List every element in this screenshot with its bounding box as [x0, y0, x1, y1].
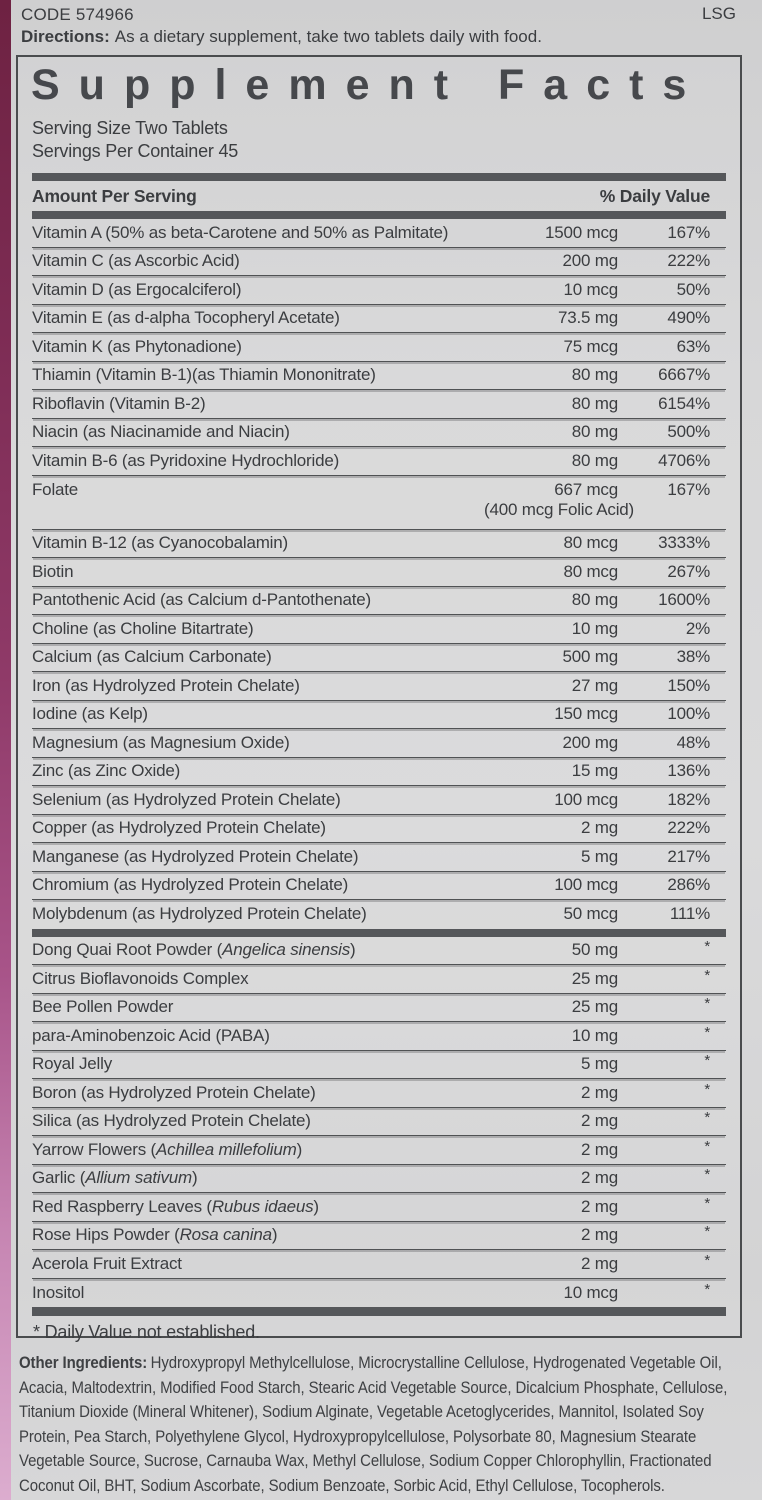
- nutrient-amount: 2 mg: [581, 1111, 618, 1131]
- nutrient-row: [32, 729, 726, 758]
- latin-name: Rosa canina: [179, 1225, 272, 1245]
- nutrient-daily-value: 136%: [667, 761, 710, 781]
- nutrient-name: Yarrow Flowers (Achillea millefolium): [32, 1139, 303, 1159]
- nutrient-amount: 1500 mcg: [544, 222, 618, 242]
- nutrient-daily-value: 500%: [667, 422, 710, 442]
- nutrient-row: [32, 615, 726, 644]
- nutrient-row: [32, 672, 726, 701]
- nutrient-amount: 80 mg: [571, 450, 618, 470]
- nutrient-row: [32, 758, 726, 787]
- nutrient-row: [32, 937, 726, 966]
- column-header-row: [32, 181, 726, 211]
- nutrient-daily-value: *: [704, 1223, 710, 1241]
- nutrient-amount: 2 mg: [581, 1196, 618, 1216]
- servings-per-container: Servings Per Container 45: [32, 141, 239, 161]
- nutrient-row: [32, 1193, 726, 1222]
- nutrient-name: Acerola Fruit Extract: [32, 1253, 182, 1273]
- directions-text: As a dietary supplement, take two tablets daily with food.: [114, 27, 542, 46]
- nutrient-amount: 73.5 mg: [557, 308, 618, 328]
- supplement-facts-panel: [16, 55, 742, 1342]
- nutrient-row: [32, 644, 726, 673]
- directions: [21, 27, 542, 47]
- nutrient-row: [32, 362, 726, 391]
- nutrient-daily-value: 2%: [685, 618, 710, 638]
- nutrient-row: [32, 1108, 726, 1137]
- nutrient-name: Inositol: [32, 1282, 85, 1302]
- latin-name: Allium sativum: [85, 1168, 192, 1188]
- nutrient-daily-value: *: [704, 1109, 710, 1127]
- nutrient-amount: 75 mcg: [563, 336, 618, 356]
- nutrient-name: Rose Hips Powder (Rosa canina): [32, 1225, 278, 1245]
- nutrient-amount: 80 mcg: [563, 561, 618, 581]
- nutrient-daily-value: 286%: [667, 875, 710, 895]
- nutrient-row: [32, 390, 726, 419]
- nutrient-daily-value: *: [704, 1080, 710, 1098]
- nutrient-daily-value: 111%: [669, 904, 710, 924]
- nutrient-daily-value: *: [704, 1251, 710, 1269]
- nutrient-name: Vitamin B-12 (as Cyanocobalamin): [32, 533, 288, 553]
- nutrient-amount: 200 mg: [562, 251, 618, 271]
- nutrient-daily-value: 48%: [676, 732, 710, 752]
- nutrient-row: [32, 843, 726, 872]
- nutrient-daily-value: 217%: [667, 846, 710, 866]
- nutrient-row: [32, 1165, 726, 1194]
- nutrient-name: Red Raspberry Leaves (Rubus idaeus): [32, 1196, 319, 1216]
- nutrient-daily-value: 100%: [667, 704, 710, 724]
- nutrient-daily-value: 4706%: [658, 450, 710, 470]
- amount-subnote: (400 mcg Folic Acid): [484, 499, 634, 519]
- nutrient-amount: 5 mg: [581, 1054, 618, 1074]
- nutrient-name: Thiamin (Vitamin B-1)(as Thiamin Mononitrate): [32, 365, 376, 385]
- nutrient-name: Riboflavin (Vitamin B-2): [32, 393, 206, 413]
- nutrient-daily-value: 63%: [676, 336, 710, 356]
- nutrient-daily-value: 267%: [667, 561, 710, 581]
- nutrient-row: [32, 1022, 726, 1051]
- nutrient-name: Vitamin C (as Ascorbic Acid): [32, 251, 240, 271]
- nutrient-name: Garlic (Allium sativum): [32, 1168, 198, 1188]
- nutrient-amount: 10 mg: [571, 1025, 618, 1045]
- nutrient-daily-value: 222%: [667, 818, 710, 838]
- nutrient-amount: 80 mg: [571, 365, 618, 385]
- latin-name: Achillea millefolium: [156, 1139, 297, 1159]
- nutrient-name: Choline (as Choline Bitartrate): [32, 618, 254, 638]
- nutrient-row: [32, 219, 726, 248]
- nutrient-name: Citrus Bioflavonoids Complex: [32, 968, 249, 988]
- nutrient-row: [32, 900, 726, 929]
- nutrient-daily-value: 222%: [667, 251, 710, 271]
- nutrient-name: Silica (as Hydrolyzed Protein Chelate): [32, 1111, 311, 1131]
- nutrient-name: Copper (as Hydrolyzed Protein Chelate): [32, 818, 326, 838]
- nutrient-row: [32, 965, 726, 994]
- nutrient-amount: 5 mg: [581, 846, 618, 866]
- nutrient-name: Royal Jelly: [32, 1054, 112, 1074]
- nutrient-name: Selenium (as Hydrolyzed Protein Chelate): [32, 789, 341, 809]
- nutrient-amount: 500 mg: [562, 647, 618, 667]
- nutrient-name: Biotin: [32, 561, 74, 581]
- daily-value-footnote: * Daily Value not established.: [33, 1322, 260, 1342]
- nutrient-row: [32, 248, 726, 277]
- latin-name: Angelica sinensis: [222, 940, 351, 960]
- nutrient-amount: 2 mg: [581, 818, 618, 838]
- panel-title: Supplement Facts: [31, 62, 706, 108]
- serving-size: Serving Size Two Tablets: [32, 118, 228, 138]
- nutrient-amount: 2 mg: [581, 1225, 618, 1245]
- nutrient-amount: 10 mcg: [563, 1282, 618, 1302]
- nutrient-row: [32, 1079, 726, 1108]
- nutrient-amount: 150 mcg: [554, 704, 618, 724]
- nutrient-name: Iodine (as Kelp): [32, 704, 148, 724]
- nutrient-row: [32, 1051, 726, 1080]
- nutrient-daily-value: 50%: [676, 279, 710, 299]
- nutrient-daily-value: 1600%: [658, 590, 710, 610]
- nutrient-amount: 80 mg: [571, 422, 618, 442]
- nutrient-name: Iron (as Hydrolyzed Protein Chelate): [32, 675, 300, 695]
- nutrient-daily-value: *: [704, 1023, 710, 1041]
- nutrient-name: Vitamin A (50% as beta-Carotene and 50% as Palmitate): [32, 222, 449, 242]
- nutrient-name: Pantothenic Acid (as Calcium d-Pantothenate): [32, 590, 371, 610]
- nutrient-amount: 2 mg: [581, 1253, 618, 1273]
- nutrient-name: Bee Pollen Powder: [32, 997, 174, 1017]
- nutrient-name: Folate: [32, 479, 79, 499]
- column-amount-per-serving: Amount Per Serving: [32, 185, 197, 206]
- nutrient-daily-value: *: [704, 966, 710, 984]
- nutrient-daily-value: 38%: [676, 647, 710, 667]
- nutrient-amount: 50 mcg: [563, 904, 618, 924]
- nutrient-name: Chromium (as Hydrolyzed Protein Chelate): [32, 875, 349, 895]
- divider-bar: [32, 211, 726, 219]
- nutrient-amount: 80 mg: [571, 393, 618, 413]
- facts-sections: [32, 219, 726, 1316]
- nutrient-row: [32, 1222, 726, 1251]
- nutrient-amount: 2 mg: [581, 1082, 618, 1102]
- nutrient-row: [32, 530, 726, 559]
- nutrient-row: [32, 558, 726, 587]
- nutrient-name: Vitamin B-6 (as Pyridoxine Hydrochloride): [32, 450, 340, 470]
- nutrient-daily-value: *: [704, 938, 710, 956]
- nutrient-amount: 15 mg: [571, 761, 618, 781]
- nutrient-name: Magnesium (as Magnesium Oxide): [32, 732, 290, 752]
- nutrient-daily-value: *: [704, 1052, 710, 1070]
- nutrient-row: [32, 419, 726, 448]
- nutrient-row: [32, 587, 726, 616]
- nutrient-amount: 25 mg: [571, 968, 618, 988]
- latin-name: Rubus idaeus: [211, 1196, 314, 1216]
- nutrient-name: Vitamin D (as Ergocalciferol): [32, 279, 242, 299]
- nutrient-amount: 2 mg: [581, 1139, 618, 1159]
- nutrient-amount: 27 mg: [571, 675, 618, 695]
- nutrient-daily-value: *: [704, 995, 710, 1013]
- nutrient-amount: 10 mg: [571, 618, 618, 638]
- label-edge-strip: [0, 0, 11, 1500]
- nutrient-amount: 200 mg: [562, 732, 618, 752]
- nutrient-amount: 100 mcg: [554, 875, 618, 895]
- nutrient-row: [32, 333, 726, 362]
- nutrient-name: Vitamin K (as Phytonadione): [32, 336, 242, 356]
- nutrient-daily-value: 150%: [667, 675, 710, 695]
- nutrient-name: para-Aminobenzoic Acid (PABA): [32, 1025, 270, 1045]
- nutrient-name: Molybdenum (as Hydrolyzed Protein Chelate): [32, 904, 367, 924]
- nutrient-row: [32, 447, 726, 476]
- divider-bar: [32, 929, 726, 937]
- column-daily-value: % Daily Value: [599, 185, 710, 206]
- nutrient-amount: 2 mg: [581, 1168, 618, 1188]
- nutrient-daily-value: 167%: [667, 222, 710, 242]
- nutrient-daily-value: 6667%: [658, 365, 710, 385]
- nutrient-daily-value: 167%: [667, 479, 710, 499]
- nutrient-row: [32, 815, 726, 844]
- directions-label: Directions:: [21, 27, 110, 46]
- nutrient-daily-value: *: [704, 1137, 710, 1155]
- nutrient-amount: 50 mg: [571, 940, 618, 960]
- other-ingredients: [19, 1351, 746, 1498]
- nutrient-name: Niacin (as Niacinamide and Niacin): [32, 422, 290, 442]
- nutrient-name: Manganese (as Hydrolyzed Protein Chelate): [32, 846, 359, 866]
- facts-section-1: [32, 219, 726, 929]
- nutrient-amount: 10 mcg: [563, 279, 618, 299]
- nutrient-amount: 667 mcg (400 mcg Folic Acid): [468, 480, 618, 520]
- nutrient-daily-value: 6154%: [658, 393, 710, 413]
- nutrient-name: Dong Quai Root Powder (Angelica sinensis): [32, 940, 356, 960]
- nutrient-daily-value: *: [704, 1166, 710, 1184]
- nutrient-daily-value: 3333%: [658, 533, 710, 553]
- nutrient-row: [32, 701, 726, 730]
- nutrient-name: Vitamin E (as d-alpha Tocopheryl Acetate): [32, 308, 340, 328]
- nutrient-amount: 80 mcg: [563, 533, 618, 553]
- nutrient-row: [32, 1279, 726, 1308]
- nutrient-row: [32, 786, 726, 815]
- nutrient-amount: 80 mg: [571, 590, 618, 610]
- divider-bar: [32, 173, 726, 181]
- nutrient-name: Calcium (as Calcium Carbonate): [32, 647, 272, 667]
- product-code: CODE 574966: [21, 5, 134, 24]
- nutrient-row: [32, 305, 726, 334]
- lsg-mark: LSG: [701, 4, 736, 23]
- nutrient-row: [32, 276, 726, 305]
- nutrient-row: [32, 994, 726, 1023]
- nutrient-daily-value: *: [704, 1194, 710, 1212]
- nutrient-row: [32, 1136, 726, 1165]
- nutrient-amount: 100 mcg: [554, 789, 618, 809]
- nutrient-name: Zinc (as Zinc Oxide): [32, 761, 181, 781]
- nutrient-daily-value: 490%: [667, 308, 710, 328]
- nutrient-row: [32, 872, 726, 901]
- divider-bar: [32, 1307, 726, 1316]
- nutrient-amount: 25 mg: [571, 997, 618, 1017]
- nutrient-daily-value: *: [704, 1280, 710, 1298]
- nutrient-daily-value: 182%: [667, 789, 710, 809]
- other-ingredients-label: Other Ingredients:: [19, 1353, 148, 1372]
- nutrient-name: Boron (as Hydrolyzed Protein Chelate): [32, 1082, 316, 1102]
- nutrient-row: [32, 476, 726, 530]
- facts-section-2: [32, 937, 726, 1308]
- other-ingredients-text: Hydroxypropyl Methylcellulose, Microcrystalline Cellulose, Hydrogenated Vegetable Oil, Acacia, Maltodextrin, Modified Food Starch, Stearic Acid Vegetable Source, Dicalcium Phosphate, Cellulose, Titanium Dioxide (Mineral Whitener), Sodium Alginate, Vegetable Acetoglycerides, Mannitol, Isolated Soy Protein, Pea Starch, Polyethylene Glycol, Hydroxypropylcellulose, Polysorbate 80, Magnesium Stearate Vegetable Source, Sucrose, Carnauba Wax, Methyl Cellulose, Sodium Copper Chlorophyllin, Fractionated Coconut Oil, BHT, Sodium Ascorbate, Sodium Benzoate, Sorbic Acid, Ethyl Cellulose, Tocopherols.: [19, 1353, 728, 1495]
- nutrient-row: [32, 1250, 726, 1279]
